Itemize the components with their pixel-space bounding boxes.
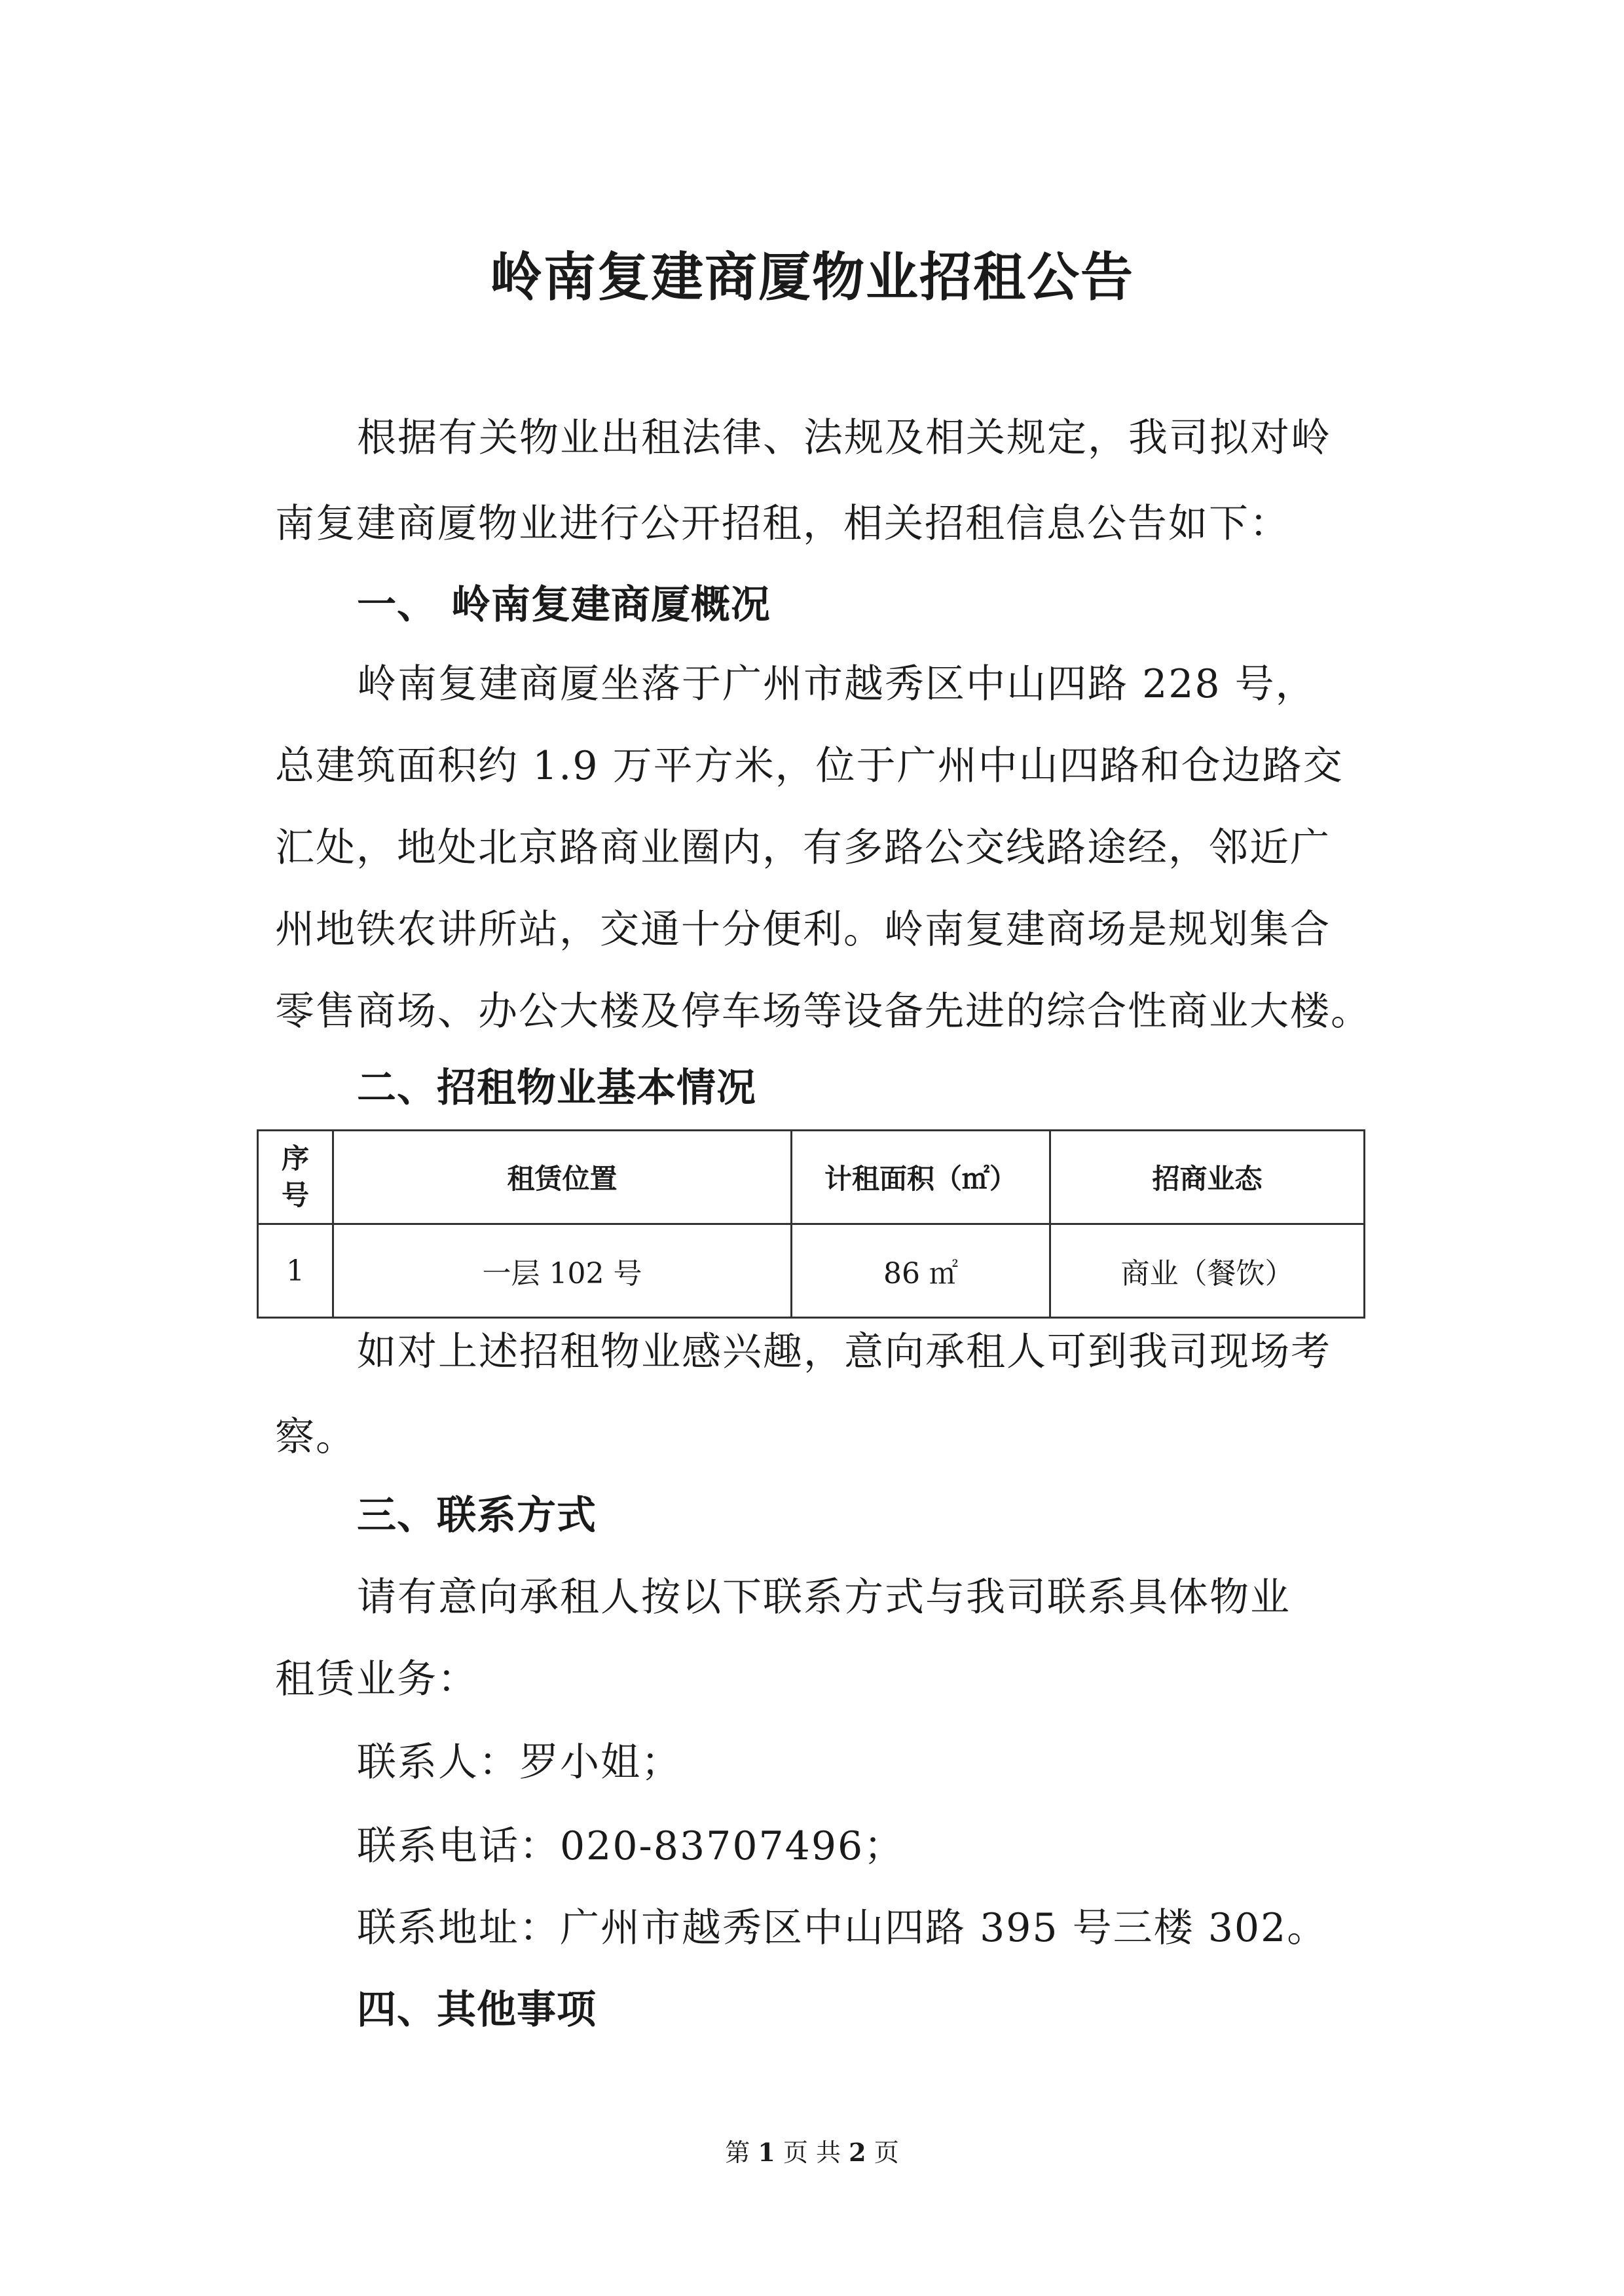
intro-line-1 [357,412,1362,464]
section1-line-3: 汇处，地处北京路商业圈内，有多路公交线路途经，邻近广 [275,825,1331,871]
intro-line-2: 南复建商厦物业进行公开招租，相关招租信息公告如下： [275,501,1290,547]
cell-location: 一层 102 号 [333,1224,792,1318]
section3-line-1: 请有意向承租人按以下联系方式与我司联系具体物业 [357,1575,1291,1620]
footer-page-number: 1 [758,2138,775,2167]
cell-seq: 1 [258,1224,333,1318]
section1-line-1: 岭南复建商厦坐落于广州市越秀区中山四路 228 号， [357,661,1316,707]
page-footer [0,2133,1624,2172]
section2-after-line-1: 如对上述招租物业感兴趣，意向承租人可到我司现场考 [357,1329,1331,1375]
section3-heading: 三、联系方式 [357,1493,597,1539]
header-area: 计租面积（㎡） [792,1131,1050,1224]
section3-line-2: 租赁业务： [275,1656,478,1702]
section1-line-2: 总建筑面积约 1.9 万平方米，位于广州中山四路和仓边路交 [275,743,1344,789]
page-title: 岭南复建商厦物业招租公告 [490,246,1134,308]
cell-area: 86 ㎡ [792,1224,1050,1318]
table-row [258,1224,1365,1318]
footer-middle: 页 共 [783,2138,841,2167]
contact-phone: 联系电话：020-83707496； [357,1823,905,1869]
header-location: 租赁位置 [333,1131,792,1224]
section2-after-line-2: 察。 [275,1414,356,1460]
footer-total-pages: 2 [849,2138,866,2167]
table-header-row [258,1131,1365,1224]
header-seq [258,1131,333,1224]
rental-table [257,1129,1365,1319]
header-seq-text: 序号 [281,1142,309,1211]
section1-line-4: 州地铁农讲所站，交通十分便利。岭南复建商场是规划集合 [275,907,1331,953]
contact-address: 联系地址：广州市越秀区中山四路 395 号三楼 302。 [357,1905,1328,1951]
intro-text-1: 根据有关物业出租法律、法规及相关规定，我司拟对岭 [357,415,1331,461]
section1-heading: 一、 岭南复建商厦概况 [357,582,771,628]
header-business-type: 招商业态 [1050,1131,1365,1224]
footer-prefix: 第 [725,2138,750,2167]
contact-person: 联系人：罗小姐； [357,1740,682,1785]
section2-heading: 二、招租物业基本情况 [357,1065,756,1111]
section1-line-5: 零售商场、办公大楼及停车场等设备先进的综合性商业大楼。 [275,989,1371,1034]
cell-business-type: 商业（餐饮） [1050,1224,1365,1318]
section4-heading: 四、其他事项 [357,1987,597,2033]
footer-suffix: 页 [874,2138,899,2167]
